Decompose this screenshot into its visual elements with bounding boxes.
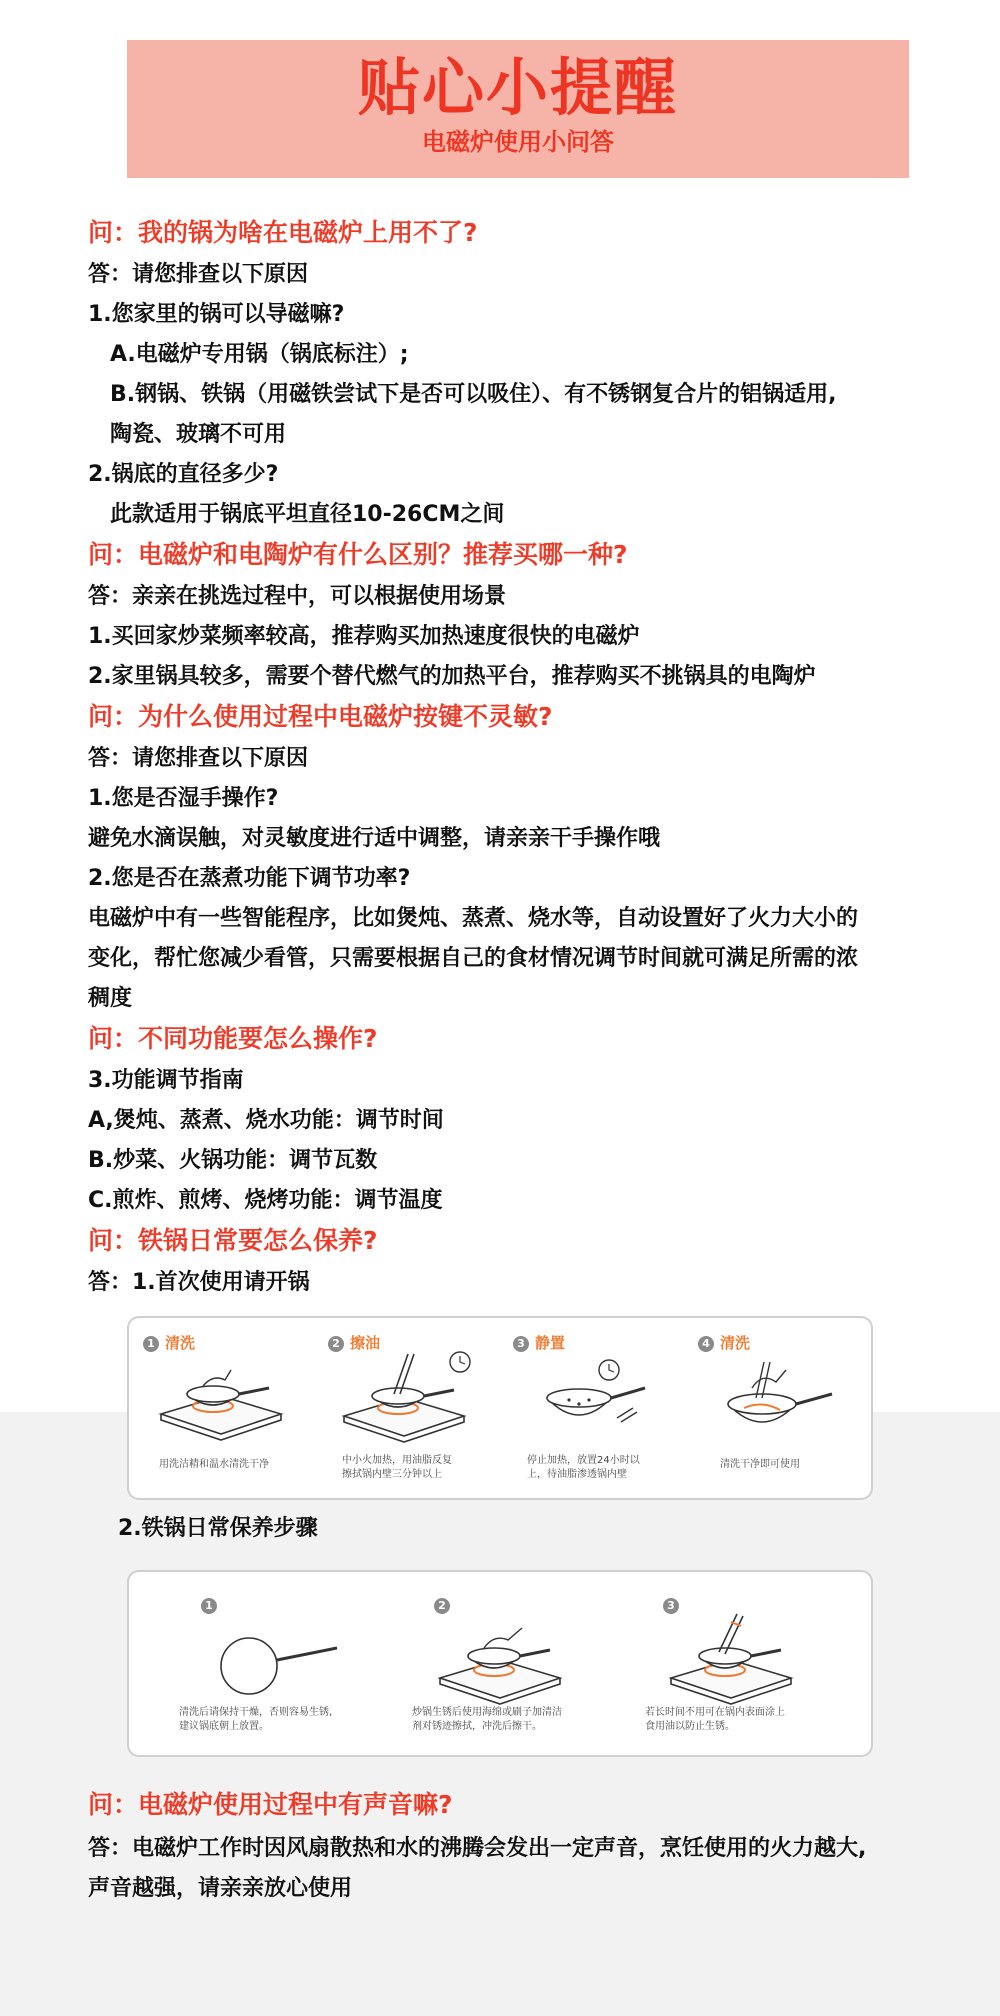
pan-wash-icon	[151, 1356, 291, 1446]
pan-oil-icon	[334, 1346, 484, 1446]
step-caption-line: 擦拭锅内壁三分钟以上	[342, 1469, 442, 1480]
maintenance-step	[129, 1572, 376, 1755]
answer-3-item-1: 1.您是否湿手操作?	[88, 786, 279, 811]
step-label: 清洗	[165, 1334, 196, 1352]
question-5: 问：铁锅日常要怎么保养?	[88, 1226, 378, 1255]
maintenance-step	[623, 1572, 870, 1755]
question-2: 问：电磁炉和电陶炉有什么区别？推荐买哪一种?	[88, 540, 628, 569]
step-label: 清洗	[720, 1334, 751, 1352]
answer-4-heading: 3.功能调节指南	[88, 1068, 244, 1093]
question-3: 问：为什么使用过程中电磁炉按键不灵敏?	[88, 702, 553, 731]
answer-3-item-2: 2.您是否在蒸煮功能下调节功率?	[88, 866, 411, 891]
step-caption-line: 炒锅生锈后使用海绵或刷子加清洁	[412, 1707, 562, 1718]
step-label: 擦油	[350, 1334, 381, 1352]
step-caption-line: 中小火加热，用油脂反复	[342, 1455, 452, 1466]
answer-4-item-c: C.煎炸、煎烤、烧烤功能：调节温度	[88, 1188, 443, 1213]
header-banner	[127, 40, 909, 178]
step-number: 1	[143, 1336, 159, 1352]
answer-1-item-1b: B.钢锅、铁锅（用磁铁尝试下是否可以吸住）、有不锈钢复合片的铝锅适用,	[110, 382, 837, 407]
step-number: 2	[328, 1336, 344, 1352]
seasoning-step	[684, 1318, 869, 1498]
question-1: 问：我的锅为啥在电磁炉上用不了?	[88, 218, 478, 247]
seasoning-step	[314, 1318, 499, 1498]
pan-dry-icon	[211, 1624, 351, 1704]
question-6: 问：电磁炉使用过程中有声音嘛?	[88, 1790, 453, 1819]
pan-oiling-icon	[661, 1608, 811, 1708]
answer-3-intro: 答：请您排查以下原因	[88, 746, 309, 771]
answer-4-item-b: B.炒菜、火锅功能：调节瓦数	[88, 1148, 378, 1173]
answer-3-item-2-detail-3: 稠度	[88, 986, 133, 1011]
answer-1-item-2-detail: 此款适用于锅底平坦直径10-26CM之间	[110, 502, 505, 527]
answer-4-item-a: A,煲炖、蒸煮、烧水功能：调节时间	[88, 1108, 444, 1133]
step-caption-line: 建议锅底朝上放置。	[179, 1721, 269, 1732]
seasoning-step	[499, 1318, 684, 1498]
answer-1-intro: 答：请您排查以下原因	[88, 262, 309, 287]
answer-3-item-2-detail-2: 变化，帮忙您减少看管，只需要根据自己的食材情况调节时间就可满足所需的浓	[88, 946, 859, 971]
answer-5-step-1: 答：1.首次使用请开锅	[88, 1270, 310, 1295]
seasoning-step	[129, 1318, 314, 1498]
step-caption-line: 用洗洁精和温水清洗干净	[159, 1459, 269, 1470]
pan-rinse-icon	[704, 1348, 854, 1448]
step-number: 3	[513, 1336, 529, 1352]
step-caption-line: 停止加热，放置24小时以	[527, 1455, 640, 1466]
answer-3-item-1-detail: 避免水滴误触，对灵敏度进行适中调整，请亲亲干手操作哦	[88, 826, 661, 851]
step-number: 4	[698, 1336, 714, 1352]
step-number: 3	[663, 1598, 679, 1614]
page-title: 贴心小提醒	[357, 51, 678, 124]
question-4: 问：不同功能要怎么操作?	[88, 1024, 378, 1053]
answer-1-item-2: 2.锅底的直径多少?	[88, 462, 279, 487]
step-number: 2	[434, 1598, 450, 1614]
step-caption-line: 食用油以防止生锈。	[645, 1721, 735, 1732]
page-subtitle: 电磁炉使用小问答	[422, 128, 614, 156]
step-caption-line: 若长时间不用可在锅内表面涂上	[645, 1707, 785, 1718]
step-caption-line: 清洗干净即可使用	[720, 1459, 800, 1470]
answer-2-item-2: 2.家里锅具较多，需要个替代燃气的加热平台，推荐购买不挑锅具的电陶炉	[88, 664, 816, 689]
seasoning-steps-card	[127, 1316, 873, 1500]
answer-5-step-2: 2.铁锅日常保养步骤	[118, 1516, 318, 1541]
step-label: 静置	[535, 1334, 566, 1352]
answer-1-item-1a: A.电磁炉专用锅（锅底标注）;	[110, 342, 409, 367]
pan-rest-icon	[517, 1348, 667, 1448]
answer-6-line-2: 声音越强，请亲亲放心使用	[88, 1876, 353, 1901]
maintenance-step	[376, 1572, 623, 1755]
answer-6-line-1: 答：电磁炉工作时因风扇散热和水的沸腾会发出一定声音，烹饪使用的火力越大,	[88, 1836, 867, 1861]
step-caption-line: 清洗后请保持干燥，否则容易生锈,	[179, 1707, 333, 1718]
answer-2-item-1: 1.买回家炒菜频率较高，推荐购买加热速度很快的电磁炉	[88, 624, 640, 649]
answer-2-intro: 答：亲亲在挑选过程中，可以根据使用场景	[88, 584, 507, 609]
maintenance-steps-card	[127, 1570, 873, 1757]
answer-3-item-2-detail-1: 电磁炉中有一些智能程序，比如煲炖、蒸煮、烧水等，自动设置好了火力大小的	[88, 906, 859, 931]
answer-1-item-1: 1.您家里的锅可以导磁嘛?	[88, 302, 345, 327]
step-caption-line: 剂对锈迹擦拭，冲洗后擦干。	[412, 1721, 542, 1732]
answer-1-item-1b-cont: 陶瓷、玻璃不可用	[110, 422, 287, 447]
pan-scrub-icon	[430, 1608, 580, 1708]
step-number: 1	[201, 1598, 217, 1614]
step-caption-line: 上，待油脂渗透锅内壁	[527, 1469, 627, 1480]
